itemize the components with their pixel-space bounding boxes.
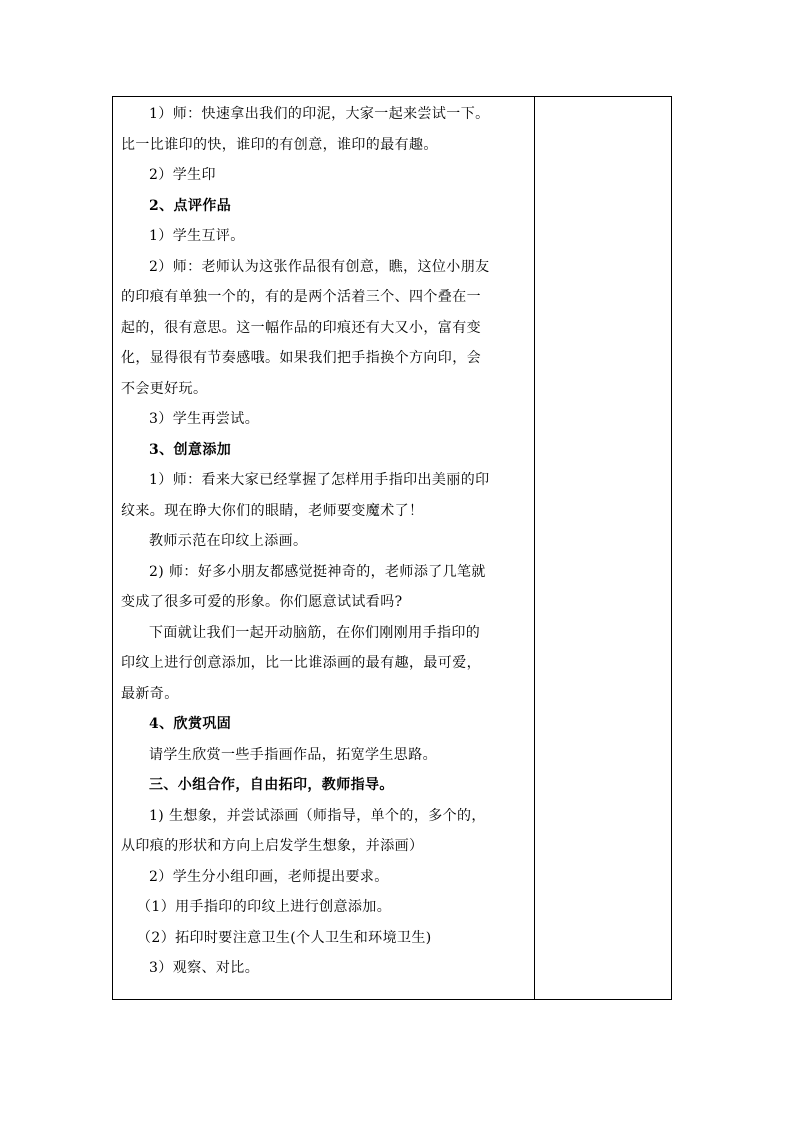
text-line: 2) 师：好多小朋友都感觉挺神奇的，老师添了几笔就 bbox=[149, 563, 486, 580]
text-line: （2）拓印时要注意卫生(个人卫生和环境卫生) bbox=[137, 929, 432, 946]
text-line: 1）师：快速拿出我们的印泥，大家一起来尝试一下。 bbox=[149, 106, 490, 122]
text-line: 变成了很多可爱的形象。你们愿意试试看吗? bbox=[121, 594, 403, 610]
text-line: 1）学生互评。 bbox=[149, 228, 245, 244]
text-line: 化，显得很有节奏感哦。如果我们把手指换个方向印，会 bbox=[121, 350, 481, 366]
text-line: 纹来。现在睁大你们的眼睛，老师要变魔术了！ bbox=[121, 502, 424, 519]
text-line: 的印痕有单独一个的，有的是两个活着三个、四个叠在一 bbox=[121, 289, 481, 305]
section-heading: 3、创意添加 bbox=[149, 441, 232, 458]
text-line: 从印痕的形状和方向上启发学生想象，并添画） bbox=[121, 838, 424, 854]
text-line: 2）学生印 bbox=[149, 167, 216, 183]
text-line: 1）师：看来大家已经掌握了怎样用手指印出美丽的印 bbox=[149, 472, 490, 488]
text-line: 3）学生再尝试。 bbox=[149, 411, 260, 427]
text-line: 请学生欣赏一些手指画作品，拓宽学生思路。 bbox=[149, 746, 437, 763]
section-heading: 4、欣赏巩固 bbox=[149, 716, 232, 732]
lesson-content-cell bbox=[121, 99, 529, 984]
text-line: 最新奇。 bbox=[121, 685, 179, 702]
text-line: 2）学生分小组印画，老师提出要求。 bbox=[149, 868, 389, 885]
text-line: 不会更好玩。 bbox=[121, 380, 208, 397]
section-heading: 三、小组合作，自由拓印，教师指导。 bbox=[149, 777, 394, 793]
section-heading: 2、点评作品 bbox=[149, 197, 232, 214]
text-line: 教师示范在印纹上添画。 bbox=[149, 533, 308, 549]
text-line: 比一比谁印的快，谁印的有创意，谁印的最有趣。 bbox=[121, 136, 438, 153]
notes-cell bbox=[535, 97, 671, 999]
text-line: 2）师：老师认为这张作品很有创意，瞧，这位小朋友 bbox=[149, 258, 490, 275]
text-line: 1) 生想象，并尝试添画（师指导，单个的，多个的， bbox=[149, 807, 486, 824]
text-line: （1）用手指印的印纹上进行创意添加。 bbox=[137, 899, 392, 915]
text-line: 3）观察、对比。 bbox=[149, 960, 260, 976]
text-line: 起的，很有意思。这一幅作品的印痕还有大又小，富有变 bbox=[121, 319, 481, 336]
lesson-plan-table bbox=[112, 96, 672, 1000]
text-line: 印纹上进行创意添加，比一比谁添画的最有趣，最可爱， bbox=[121, 655, 481, 671]
text-line: 下面就让我们一起开动脑筋，在你们刚刚用手指印的 bbox=[149, 624, 481, 641]
